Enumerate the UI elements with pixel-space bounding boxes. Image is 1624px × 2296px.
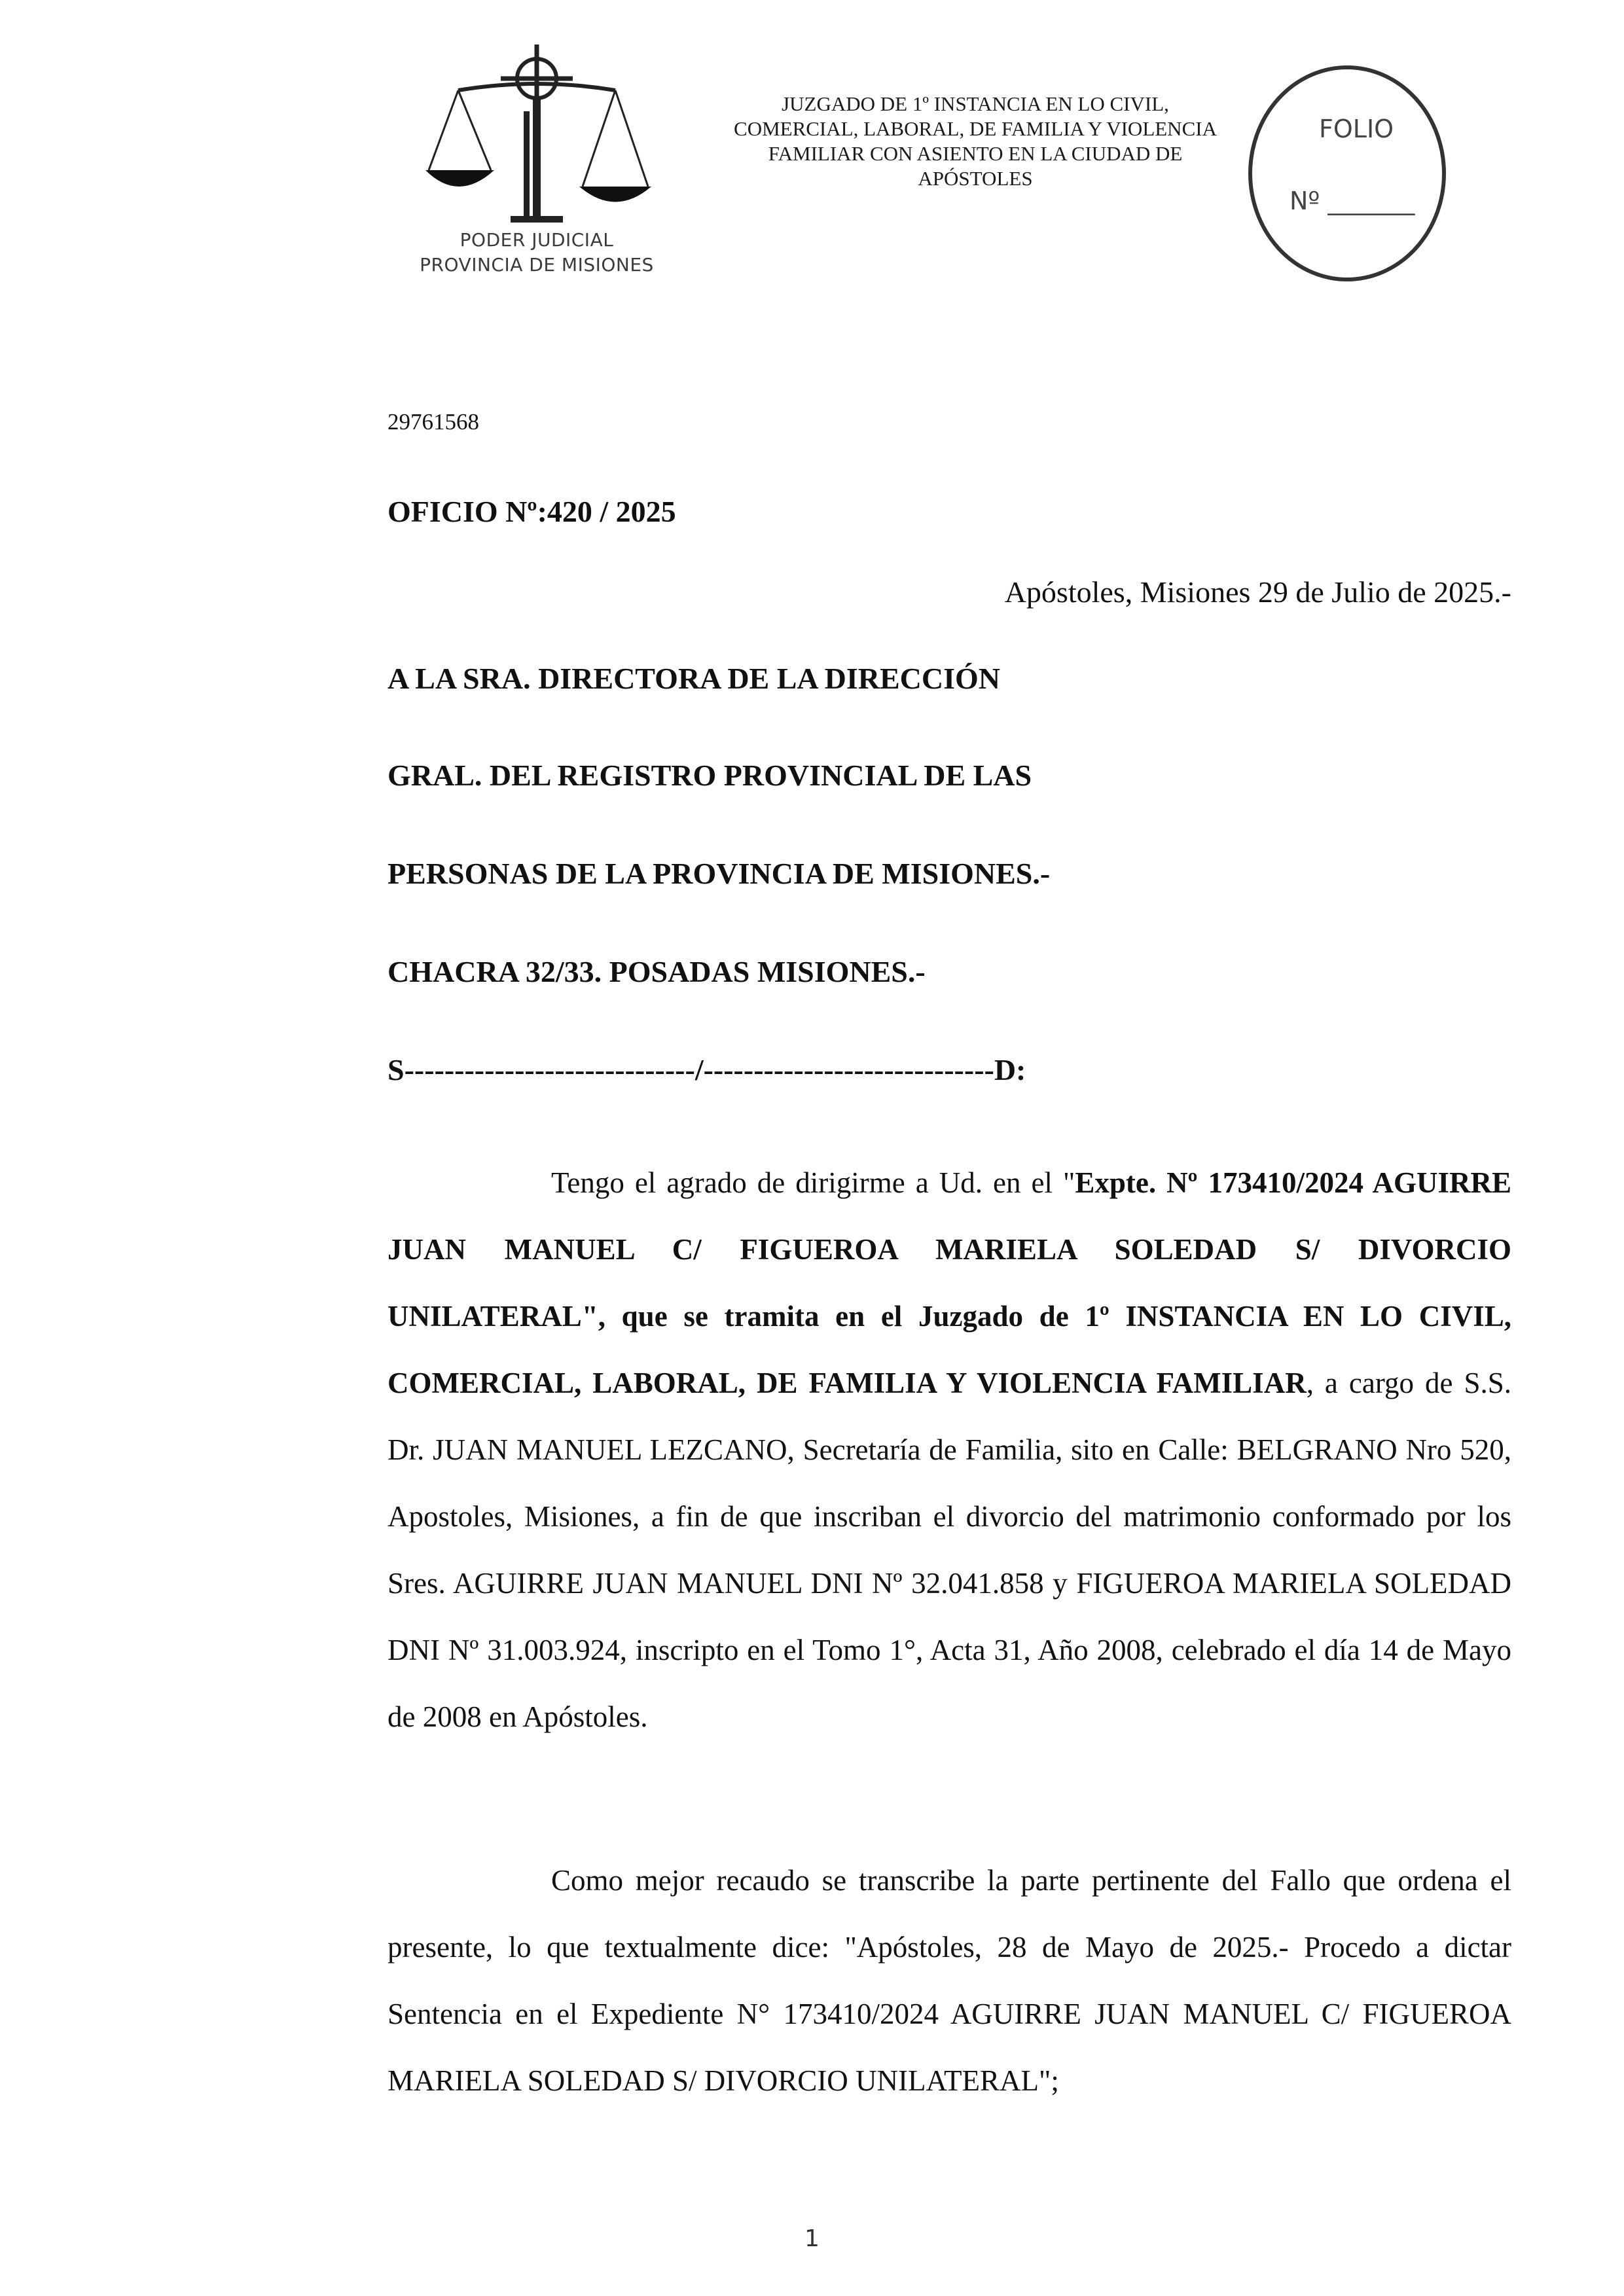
- addressee-line-3: PERSONAS DE LA PROVINCIA DE MISIONES.-: [388, 857, 1051, 890]
- addressee-line-2: GRAL. DEL REGISTRO PROVINCIAL DE LAS: [388, 759, 1032, 792]
- seal-line-2: PROVINCIA DE MISIONES: [420, 254, 654, 276]
- court-line-2: COMERCIAL, LABORAL, DE FAMILIA Y VIOLENCIA: [734, 117, 1217, 140]
- folio-circle-icon: [1244, 62, 1453, 285]
- para1-bold: Expte. Nº 173410/2024 AGUIRRE JUAN MANUEL C/ FIGUEROA MARIELA SOLEDAD S/ DIVORCIO UNILATERAL", que se tramita en el Juzgado de 1º INSTANCIA EN LO CIVIL, COMERCIAL, LABORAL, DE FAMILIA Y VIOLENCIA FAMILIAR: [388, 1166, 1511, 1399]
- para1-text-1: Tengo el agrado de dirigirme a Ud. en el ": [551, 1166, 1075, 1199]
- para1-text-2: , a cargo de S.S. Dr. JUAN MANUEL LEZCANO, Secretaría de Familia, sito en Calle: BELGRANO Nro 520, Apostoles, Misiones, a fin de que inscriban el divorcio del matrimonio conformado por los Sres. AGUIRRE JUAN MANUEL DNI Nº 32.041.858 y FIGUEROA MARIELA SOLEDAD DNI Nº 31.003.924, inscripto en el Tomo 1°, Acta 31, Año 2008, celebrado el día 14 de Mayo de 2008 en Apóstoles.: [388, 1367, 1512, 1733]
- poder-judicial-seal: [393, 39, 681, 288]
- addressee-line-4: CHACRA 32/33. POSADAS MISIONES.-: [388, 955, 926, 988]
- court-header: [681, 92, 1270, 191]
- folio-label: FOLIO: [1319, 115, 1394, 143]
- addressee-line-1: A LA SRA. DIRECTORA DE LA DIRECCIÓN: [388, 662, 1000, 695]
- court-line-4: APÓSTOLES: [918, 167, 1033, 190]
- para2-text: Como mejor recaudo se transcribe la parte pertinente del Fallo que ordena el presente, lo que textualmente dice: "Apóstoles, 28 de Mayo de 2025.- Procedo a dictar Sentencia en el Expediente N° 173410/2024 AGUIRRE JUAN MANUEL C/ FIGUEROA MARIELA SOLEDAD S/ DIVORCIO UNILATERAL";: [388, 1864, 1511, 2097]
- seal-line-1: PODER JUDICIAL: [460, 229, 614, 251]
- scales-of-justice-icon: [393, 39, 681, 236]
- oficio-number: OFICIO Nº:420 / 2025: [388, 495, 676, 528]
- salutation-line: S-----------------------------/-----------------------------D:: [388, 1053, 1026, 1086]
- body-paragraph-2: [388, 1847, 1511, 2114]
- page-number: 1: [804, 2225, 820, 2252]
- body-paragraph-1: [388, 1149, 1511, 1750]
- court-line-3: FAMILIAR CON ASIENTO EN LA CIUDAD DE: [768, 142, 1183, 165]
- document-number: 29761568: [388, 409, 479, 435]
- folio-number-line: Nº _______: [1290, 187, 1415, 215]
- document-date: Apóstoles, Misiones 29 de Julio de 2025.-: [1004, 575, 1511, 609]
- court-line-1: JUZGADO DE 1º INSTANCIA EN LO CIVIL,: [782, 92, 1169, 115]
- folio-stamp: [1244, 62, 1453, 285]
